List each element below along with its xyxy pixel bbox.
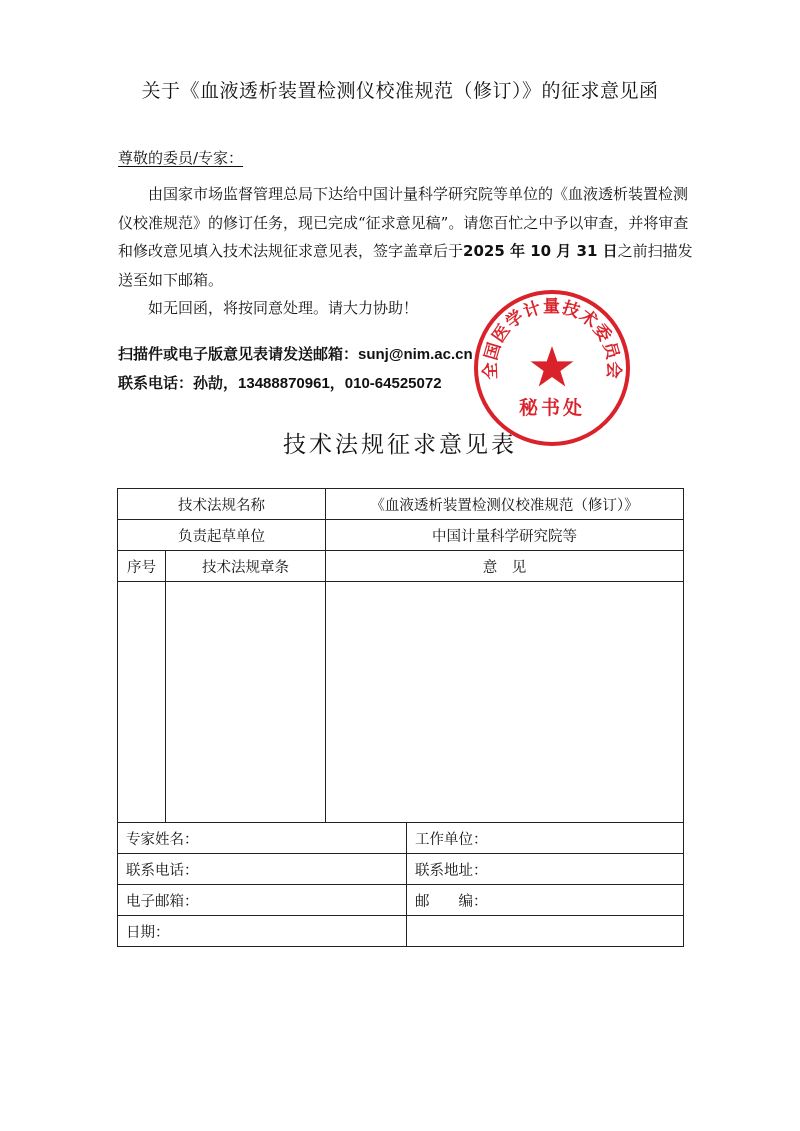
col-clause-header: 技术法规章条 [166,551,326,582]
drafter-label: 负责起草单位 [118,520,326,551]
email-field[interactable] [118,885,407,916]
official-seal-icon [472,288,632,448]
postcode-field[interactable] [407,885,684,916]
form-row-drafter [118,520,684,551]
seq-field[interactable] [118,582,166,823]
regulation-name-label: 技术法规名称 [118,489,326,520]
paragraph-1 [118,180,700,294]
col-opinion-header: 意 见 [326,551,684,582]
col-seq-header: 序号 [118,551,166,582]
seal-center-text: 秘书处 [518,397,586,419]
date-empty-cell [407,916,684,947]
salutation: 尊敬的委员/专家： [118,149,244,167]
phone-value: 孙劼，13488870961，010-64525072 [193,375,442,392]
form-row-date [118,916,684,947]
email-field-label: 电子邮箱： [126,893,199,910]
form-comment-row [118,582,684,823]
email-line [118,340,473,369]
seal-star-icon [531,346,574,387]
contact-address-label: 联系地址： [415,862,488,879]
phone-line [118,369,473,398]
paragraph-1-start: 由国家市场监督管理总局下达给中国计量科学研究院等单位的《血液透析装置检测仪校准规范》的修订任务，现已完成“征求意见稿”。请您百忙之中予以审查，并将审查和修改意见填入技术法规征求意见表，签字盖章后于 [118,185,689,260]
date-label: 日期： [126,924,170,941]
form-row-email [118,885,684,916]
contact-info [118,340,473,398]
deadline-date: 2025 年 10 月 31 日 [463,242,618,260]
form-header-row [118,551,684,582]
contact-phone-label: 联系电话： [126,862,199,879]
work-unit-label: 工作单位： [415,831,488,848]
work-unit-field[interactable] [407,823,684,854]
contact-phone-field[interactable] [118,854,407,885]
phone-label: 联系电话： [118,374,194,392]
contact-address-field[interactable] [407,854,684,885]
seal-ring-text: 全国医学计量技术委员会 [480,297,624,380]
drafter-value: 中国计量科学研究院等 [326,520,684,551]
form-row-contact [118,854,684,885]
expert-name-field[interactable] [118,823,407,854]
form-row-name [118,489,684,520]
email-address[interactable]: sunj@nim.ac.cn [358,346,473,363]
opinion-field[interactable] [326,582,684,823]
date-field[interactable] [118,916,407,947]
paragraph-1-end: 之前扫描发送至如下邮箱。 [118,242,693,289]
regulation-name-value: 《血液透析装置检测仪校准规范（修订）》 [326,489,684,520]
opinion-form-table [117,488,684,947]
expert-name-label: 专家姓名： [126,831,199,848]
paragraph-2: 如无回函，将按同意处理。请大力协助！ [148,299,419,317]
postcode-label: 邮 编： [415,893,488,910]
form-row-expert [118,823,684,854]
clause-field[interactable] [166,582,326,823]
page-title: 关于《血液透析装置检测仪校准规范（修订）》的征求意见函 [141,80,659,102]
form-title: 技术法规征求意见表 [283,432,517,458]
email-label: 扫描件或电子版意见表请发送邮箱： [118,345,359,363]
